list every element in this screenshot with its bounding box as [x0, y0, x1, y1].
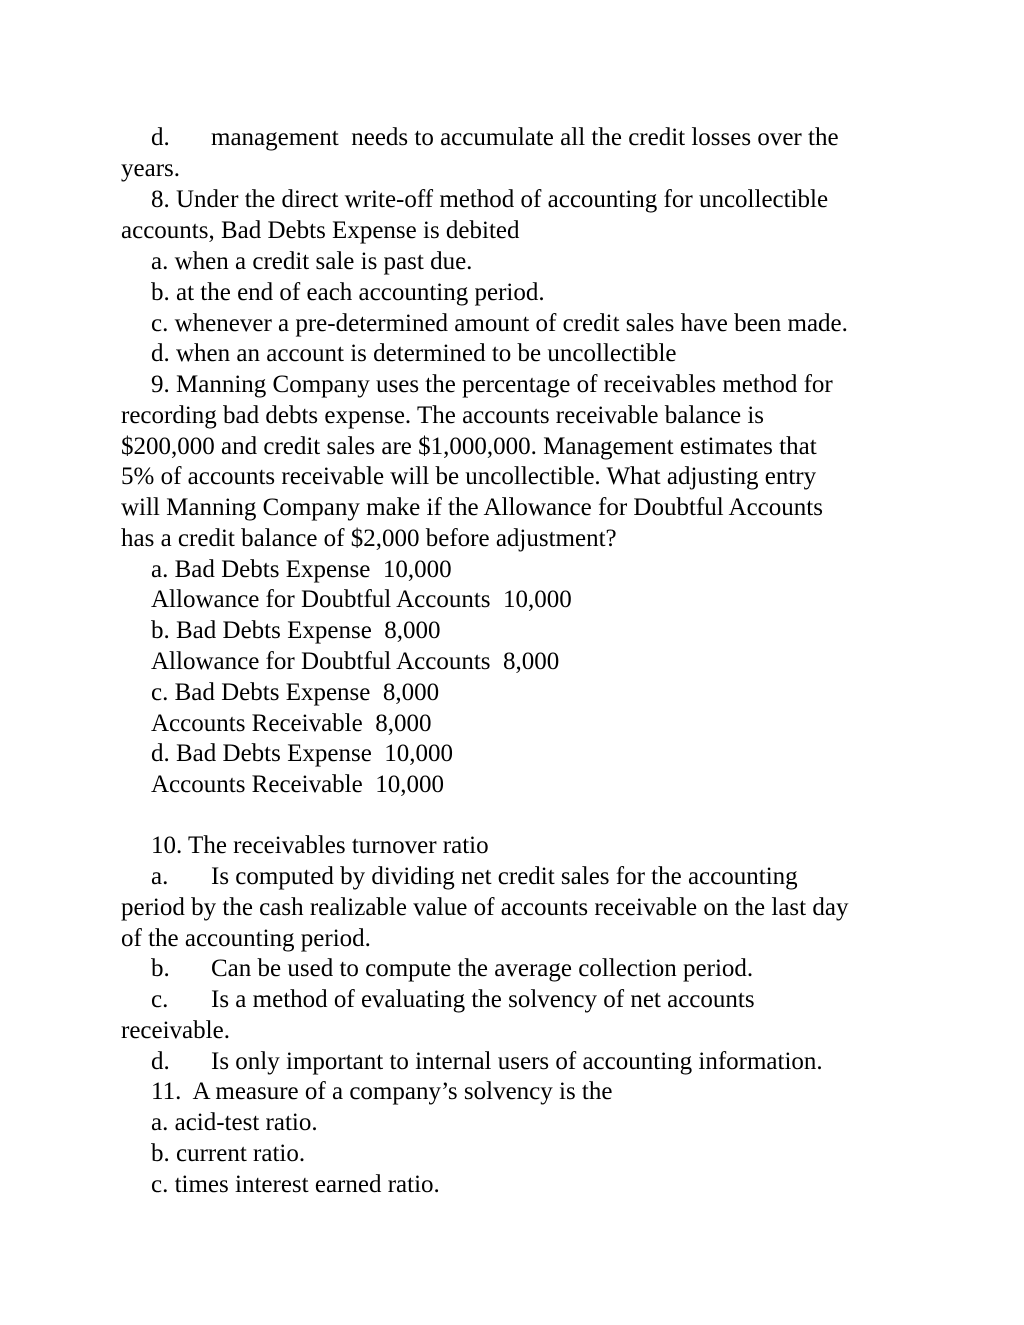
q10-option-c-letter: c.	[151, 986, 169, 1013]
q9-stem-line2: recording bad debts expense. The accounts receivable balance is	[121, 402, 765, 429]
q8-option-b: b. at the end of each accounting period.	[151, 279, 545, 306]
q10-option-d-text: Is only important to internal users of accounting information.	[211, 1048, 823, 1075]
q8-option-d: d. when an account is determined to be uncollectible	[151, 340, 677, 367]
q7-option-d-letter: d.	[151, 124, 170, 151]
q9-stem-line1: 9. Manning Company uses the percentage of receivables method for	[151, 371, 833, 398]
q11-option-b: b. current ratio.	[151, 1140, 306, 1167]
q9-option-b-line2: Allowance for Doubtful Accounts 8,000	[151, 648, 560, 675]
q11-option-a: a. acid-test ratio.	[151, 1109, 318, 1136]
q10-option-a-continuation-2: of the accounting period.	[121, 925, 371, 952]
q7-option-d-continuation: years.	[121, 155, 180, 182]
q8-option-a: a. when a credit sale is past due.	[151, 248, 473, 275]
q10-option-b	[151, 953, 753, 984]
q9-option-d-line2: Accounts Receivable 10,000	[151, 771, 444, 798]
q10-option-a-text: Is computed by dividing net credit sales for the accounting	[211, 863, 798, 890]
q11-option-c: c. times interest earned ratio.	[151, 1171, 440, 1198]
q9-option-c-line1: c. Bad Debts Expense 8,000	[151, 679, 440, 706]
q10-option-c-continuation: receivable.	[121, 1017, 230, 1044]
q9-option-b-line1: b. Bad Debts Expense 8,000	[151, 617, 441, 644]
q9-stem-line3: $200,000 and credit sales are $1,000,000. Management estimates that	[121, 433, 817, 460]
q9-option-a-line2: Allowance for Doubtful Accounts 10,000	[151, 586, 572, 613]
q10-option-d-letter: d.	[151, 1048, 170, 1075]
q9-option-a-line1: a. Bad Debts Expense 10,000	[151, 556, 452, 583]
q9-option-c-line2: Accounts Receivable 8,000	[151, 710, 432, 737]
q7-option-d	[151, 122, 839, 153]
q7-option-d-text: management needs to accumulate all the credit losses over the	[211, 124, 839, 151]
q10-option-a-continuation-1: period by the cash realizable value of accounts receivable on the last day	[121, 894, 849, 921]
q10-stem: 10. The receivables turnover ratio	[151, 832, 489, 859]
q11-stem: 11. A measure of a company’s solvency is the	[151, 1078, 613, 1105]
q10-option-c-text: Is a method of evaluating the solvency of net accounts	[211, 986, 755, 1013]
q10-option-d	[151, 1046, 823, 1077]
q9-option-d-line1: d. Bad Debts Expense 10,000	[151, 740, 454, 767]
q9-stem-line6: has a credit balance of $2,000 before adjustment?	[121, 525, 617, 552]
q10-option-c	[151, 984, 755, 1015]
q10-option-a-letter: a.	[151, 863, 169, 890]
q9-stem-line5: will Manning Company make if the Allowance for Doubtful Accounts	[121, 494, 823, 521]
q10-option-b-letter: b.	[151, 955, 170, 982]
q9-stem-line4: 5% of accounts receivable will be uncollectible. What adjusting entry	[121, 463, 817, 490]
q10-option-a	[151, 861, 798, 892]
q8-stem-line2: accounts, Bad Debts Expense is debited	[121, 217, 520, 244]
q8-option-c: c. whenever a pre-determined amount of credit sales have been made.	[151, 310, 848, 337]
q10-option-b-text: Can be used to compute the average collection period.	[211, 955, 754, 982]
q8-stem-line1: 8. Under the direct write-off method of accounting for uncollectible	[151, 186, 829, 213]
